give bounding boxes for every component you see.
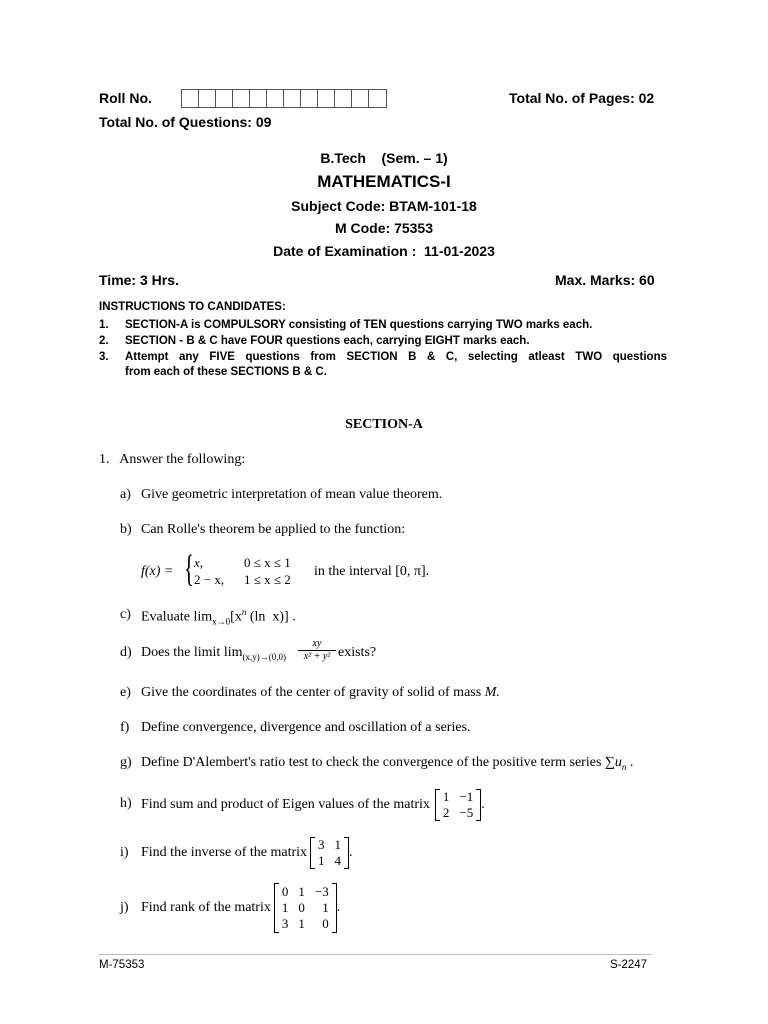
part-b-case1-expr: x, [194,555,204,570]
instruction-3: Attempt any FIVE questions from SECTION B & C, selecting atleast TWO questions [125,351,667,363]
part-j-end: . [336,900,341,915]
part-b-fx: f(x) = [141,564,174,579]
part-h-label: h) [120,796,132,811]
footer-left: M-75353 [99,959,145,971]
part-g-sub: n [621,761,627,772]
max-marks: Max. Marks: 60 [555,272,655,288]
question-1: 1. Answer the following: [99,452,246,467]
matrix-cell: 1 [322,900,329,915]
course-title: B.Tech (Sem. – 1) [320,150,448,166]
part-g-main: Define D'Alembert's ratio test to check the convergence of the positive term series [141,755,602,770]
matrix-cell: −5 [459,805,474,820]
matrix-cell: 1 [318,853,325,868]
part-h-main: Find sum and product of Eigen values of the matrix [141,797,430,812]
part-b-label: b) [120,522,132,537]
part-i-matrix [310,837,349,869]
part-g-end: . [626,755,634,770]
footer-right: S-2247 [610,959,648,971]
part-i-text [141,837,353,869]
roll-no-boxes[interactable] [181,89,387,108]
instruction-num-1: 1. [99,319,109,331]
matrix-cell: 1 [298,916,305,931]
instruction-1: SECTION-A is COMPULSORY consisting of TEN questions carrying TWO marks each. [125,319,593,331]
exam-time: Time: 3 Hrs. [99,272,179,288]
part-c-sup: n [241,607,247,617]
part-b-case2-expr: 2 − x, [194,572,225,587]
matrix-cell: 1 [442,789,450,804]
matrix-cell: 4 [334,853,342,868]
part-a-label: a) [120,487,131,502]
matrix-cell: 1 [281,900,289,915]
subject-code: Subject Code: BTAM-101-18 [291,198,477,214]
part-b-interval: in the interval [0, π]. [314,564,430,579]
total-pages: Total No. of Pages: 02 [509,90,655,106]
part-j-main: Find rank of the matrix [141,900,271,915]
part-c-label: c) [120,607,131,622]
part-g-text [141,755,633,772]
m-code: M Code: 75353 [334,220,434,236]
part-d-text [141,645,286,662]
part-j-matrix [274,883,337,933]
part-e-text [141,685,500,701]
part-c-sub: x→0 [212,616,231,627]
part-g-sum: ∑u [604,755,622,770]
matrix-cell: 0 [298,900,305,915]
part-d-frac [298,638,336,662]
matrix-cell: −3 [314,884,329,899]
roll-no-label: Roll No. [99,90,152,106]
section-title: SECTION-A [345,417,423,432]
matrix-cell: 0 [281,884,289,899]
part-c-lim: Evaluate lim [141,609,213,625]
part-b-case1-cond: 0 ≤ x ≤ 1 [244,555,291,570]
part-b-text: Can Rolle's theorem be applied to the function: [141,522,406,537]
part-c-rest: [x [230,609,242,625]
footer-divider [99,954,652,955]
part-c-rest2: (ln x)] . [246,609,296,625]
total-questions: Total No. of Questions: 09 [99,114,272,130]
instructions-title: INSTRUCTIONS TO CANDIDATES: [99,301,286,313]
part-a-text: Give geometric interpretation of mean value theorem. [141,487,443,502]
matrix-cell: 3 [318,837,325,852]
part-h-text [141,789,485,821]
instruction-2: SECTION - B & C have FOUR questions each, carrying EIGHT marks each. [125,335,530,347]
part-e-main: Give the coordinates of the center of gravity of solid of mass [141,685,482,700]
part-c-text [141,607,296,626]
part-d-den: x² + y² [298,650,336,662]
part-f-text: Define convergence, divergence and oscillation of a series. [141,720,471,735]
part-e-mass: M. [484,685,500,700]
matrix-cell: −1 [459,789,474,804]
part-h-end: . [481,797,485,812]
part-f-label: f) [120,720,130,735]
part-d-label: d) [120,645,132,660]
part-i-main: Find the inverse of the matrix [141,845,308,860]
part-g-label: g) [120,755,132,770]
subject-title: MATHEMATICS-I [317,172,451,191]
part-j-text [141,883,340,933]
matrix-cell: 0 [322,916,329,931]
part-h-matrix [435,789,481,821]
matrix-cell: 3 [281,916,289,931]
part-i-label: i) [120,845,129,860]
part-i-end: . [349,845,353,860]
part-d-num: xy [312,638,322,649]
matrix-cell: 2 [442,805,450,820]
matrix-cell: 1 [334,837,342,852]
part-d-sub: (x,y)→(0,0) [242,651,286,662]
part-b-case2-cond: 1 ≤ x ≤ 2 [244,572,291,587]
part-d-lim: Does the limit lim [141,645,243,660]
instruction-3-cont: from each of these SECTIONS B & C. [125,366,327,378]
part-e-label: e) [120,685,131,700]
instruction-num-3: 3. [99,351,109,363]
part-j-label: j) [120,900,129,915]
instruction-num-2: 2. [99,335,109,347]
matrix-cell: 1 [298,884,305,899]
exam-date: Date of Examination : 11-01-2023 [273,243,495,259]
part-d-rest: exists? [338,645,377,660]
piecewise-brace: { [184,548,195,590]
